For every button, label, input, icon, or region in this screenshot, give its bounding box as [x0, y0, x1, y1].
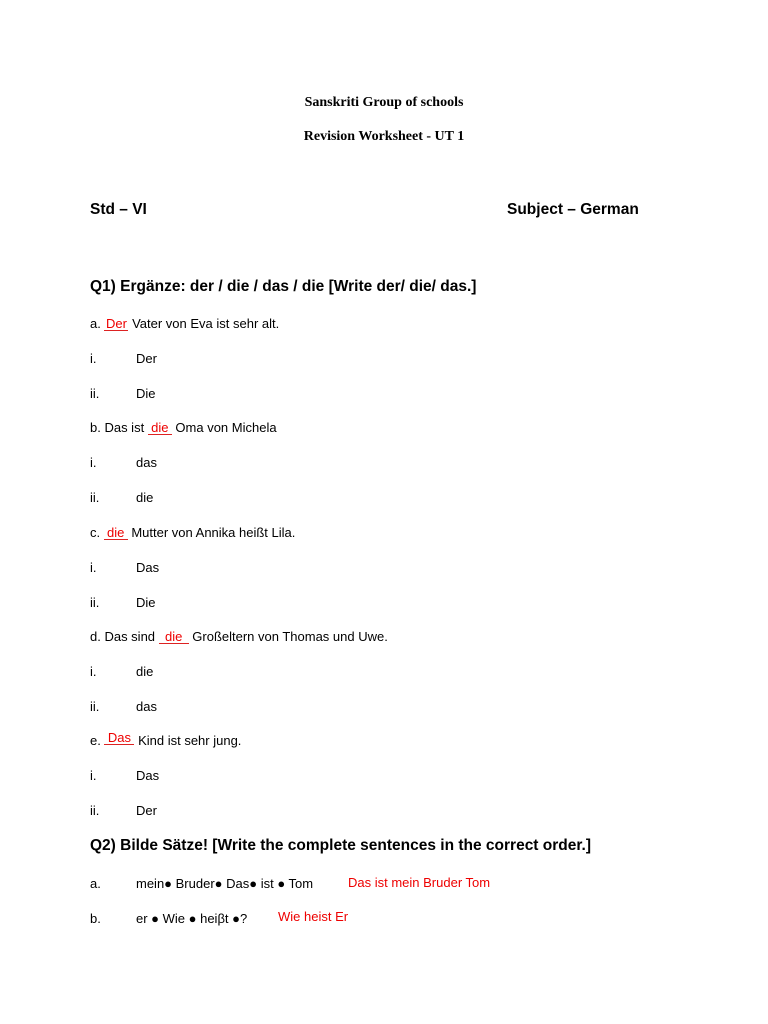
- q1-item-d: [90, 629, 388, 644]
- option-number: ii.: [90, 699, 100, 714]
- q2-item-words: mein● Bruder● Das● ist ● Tom: [136, 876, 314, 891]
- item-suffix: Oma von Michela: [171, 420, 277, 435]
- item-prefix: c.: [90, 525, 104, 540]
- answer-blank: Der: [105, 316, 127, 331]
- q2-item-number: a.: [90, 876, 101, 891]
- school-name: Sanskriti Group of schools: [304, 95, 464, 110]
- option-number: i.: [90, 455, 97, 470]
- answer-blank: Das: [104, 731, 134, 745]
- question-1-title: Q1) Ergänze: der / die / das / die [Write der/ die/ das.]: [90, 278, 477, 295]
- std-label: Std – VI: [90, 201, 147, 218]
- q2-item-words: er ● Wie ● heiβt ●?: [136, 911, 248, 926]
- item-prefix: a.: [90, 316, 105, 331]
- answer-blank: die: [148, 421, 172, 435]
- q1-item-c: [90, 525, 295, 540]
- option-number: ii.: [90, 490, 100, 505]
- q1-item-b: [90, 420, 277, 435]
- option-number: i.: [90, 768, 97, 783]
- q1-item-a: [90, 316, 279, 331]
- option-number: ii.: [90, 803, 100, 818]
- option-text: Die: [136, 386, 156, 401]
- option-text: Der: [136, 803, 157, 818]
- option-text: Das: [136, 768, 160, 783]
- question-2-title: Q2) Bilde Sätze! [Write the complete sentences in the correct order.]: [90, 837, 592, 854]
- option-text: die: [136, 664, 154, 679]
- item-suffix: Vater von Eva ist sehr alt.: [128, 316, 280, 331]
- option-number: i.: [90, 664, 97, 679]
- answer-blank: die: [159, 630, 189, 644]
- option-text: Das: [136, 560, 160, 575]
- q2-item-number: b.: [90, 911, 101, 926]
- option-text: Die: [136, 595, 156, 610]
- worksheet-title: Revision Worksheet - UT 1: [303, 129, 465, 144]
- option-text: die: [136, 490, 154, 505]
- option-text: das: [136, 699, 157, 714]
- item-prefix: e.: [90, 733, 105, 748]
- item-suffix: Kind ist sehr jung.: [134, 733, 242, 748]
- option-text: Der: [136, 351, 157, 366]
- option-number: i.: [90, 351, 97, 366]
- q2-item-answer: Wie heist Er: [278, 909, 349, 924]
- item-prefix: d. Das sind: [90, 629, 159, 644]
- item-suffix: Großeltern von Thomas und Uwe.: [188, 629, 388, 644]
- q2-item-answer: Das ist mein Bruder Tom: [348, 875, 491, 890]
- option-number: ii.: [90, 595, 100, 610]
- option-number: ii.: [90, 386, 100, 401]
- subject-label: Subject – German: [507, 201, 639, 218]
- answer-blank: die: [104, 526, 128, 540]
- item-prefix: b. Das ist: [90, 420, 148, 435]
- q1-item-e: [90, 730, 242, 748]
- option-number: i.: [90, 560, 97, 575]
- option-text: das: [136, 455, 157, 470]
- item-suffix: Mutter von Annika heißt Lila.: [127, 525, 296, 540]
